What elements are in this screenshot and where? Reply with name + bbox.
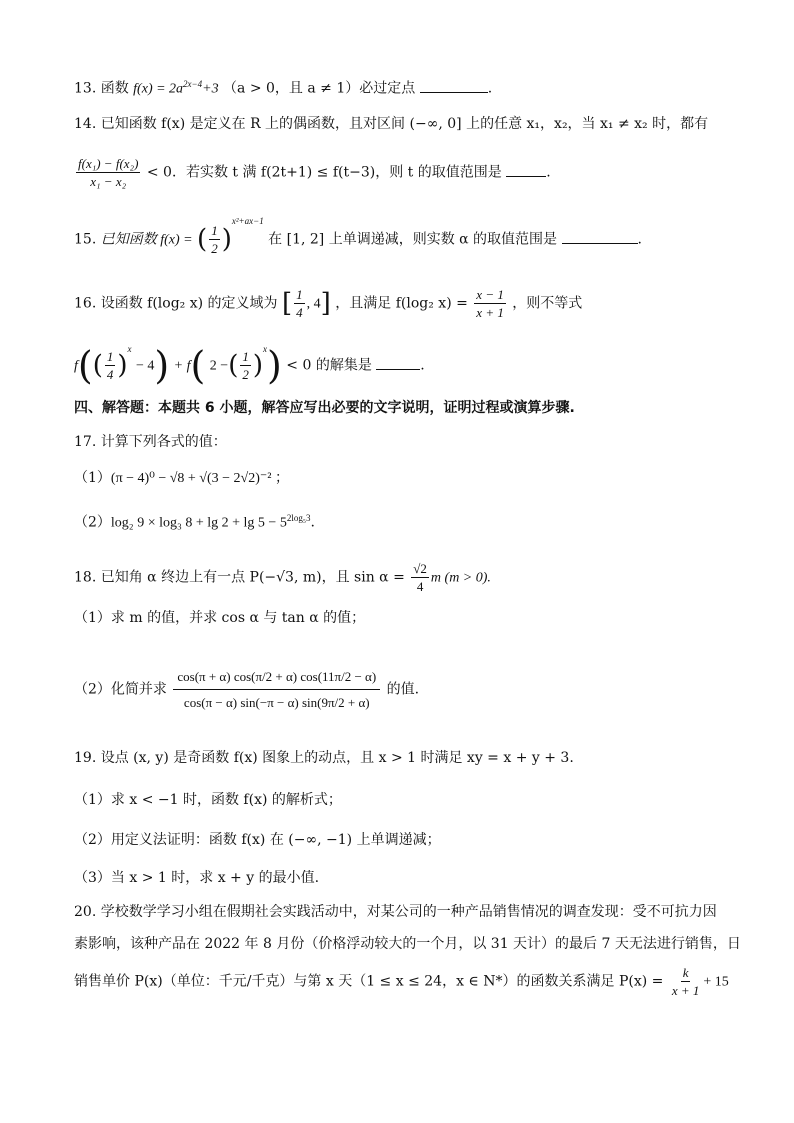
q15-base bbox=[209, 222, 220, 257]
paren-open: ( bbox=[228, 350, 239, 381]
q14-line2: < 0．若实数 t 满 f(2t+1) ≤ f(t−3)，则 t 的取值范围是 bbox=[146, 164, 502, 181]
q15-text-b: 在 [1, 2] 上单调递减，则实数 α 的取值范围是 bbox=[268, 231, 558, 248]
q16-q-den: 4 bbox=[106, 367, 114, 382]
q16-ineq-end: < 0 的解集是 bbox=[286, 357, 372, 374]
paren-close: ) bbox=[267, 343, 282, 388]
q14-frac-den: x₁ − x₂ bbox=[90, 174, 127, 189]
q17-p1-expr: (π − 4)⁰ − √8 + √(3 − 2√2)⁻² ； bbox=[110, 471, 289, 486]
q16-text-a: 设函数 f(log₂ x) 的定义域为 bbox=[100, 295, 278, 312]
q15-number: 15. bbox=[74, 231, 97, 248]
q17-p2-exp: 2log₅3 bbox=[286, 513, 311, 523]
q16-h-den: 2 bbox=[242, 367, 249, 382]
q16-fraction bbox=[474, 286, 506, 321]
q16-dom-end: , 4 bbox=[306, 296, 321, 312]
question-14 bbox=[74, 114, 708, 134]
q18-number: 18. bbox=[74, 569, 97, 586]
q18-p1: 求 m 的值，并求 cos α 与 tan α 的值； bbox=[110, 610, 366, 626]
q18-p2-num: cos(π + α) cos(π/2 + α) cos(11π/2 − α) bbox=[173, 664, 380, 690]
question-14-cont bbox=[74, 155, 551, 190]
q14-number: 14. bbox=[74, 116, 97, 132]
paren-close: ) bbox=[252, 350, 264, 381]
q18-p2-den: cos(π − α) sin(−π − α) sin(9π/2 + α) bbox=[183, 695, 370, 710]
q16-two-minus: 2 − bbox=[209, 358, 229, 374]
q16-text-b: ，且满足 f(log₂ x) = bbox=[335, 295, 468, 312]
section-title: 四、解答题：本题共 6 小题，解答应写出必要的文字说明，证明过程或演算步骤. bbox=[74, 400, 575, 416]
q16-f1: f bbox=[74, 358, 78, 374]
paren-open: ( bbox=[77, 343, 93, 388]
q17-part2 bbox=[74, 508, 315, 534]
q15-end: . bbox=[637, 231, 642, 248]
q17-text: 计算下列各式的值： bbox=[100, 434, 227, 450]
part-label: （3） bbox=[74, 870, 111, 886]
q18-text-a: 已知角 α 终边上有一点 P(−√3, m)，且 sin α = bbox=[100, 569, 405, 586]
q17-part1 bbox=[74, 468, 289, 489]
q16-number: 16. bbox=[74, 295, 97, 312]
part-label: （2） bbox=[74, 681, 111, 698]
q17-p2-expr: log₂ 9 × log₃ 8 + lg 2 + lg 5 − 5 bbox=[110, 515, 287, 531]
q18-p2-a: 化简并求 bbox=[110, 681, 167, 698]
q19-text: 设点 (x, y) 是奇函数 f(x) 图象上的动点，且 x > 1 时满足 xy = x + y + 3. bbox=[100, 750, 574, 766]
answer-blank bbox=[562, 229, 638, 244]
question-13 bbox=[74, 74, 492, 100]
q18-frac-den: 4 bbox=[416, 579, 424, 594]
q20-line3 bbox=[74, 964, 729, 999]
part-label: （1） bbox=[74, 792, 111, 808]
answer-blank bbox=[376, 355, 420, 370]
q16-quarter bbox=[105, 348, 116, 383]
q18-text-b: m (m > 0). bbox=[430, 570, 491, 586]
q15-base-num: 1 bbox=[211, 223, 218, 238]
q15-text-a: 已知函数 f(x) = bbox=[100, 232, 193, 248]
question-19 bbox=[74, 748, 574, 768]
q18-frac-num: √2 bbox=[413, 561, 427, 576]
q13-exponent: 2x−4 bbox=[183, 79, 203, 89]
q16-h-num: 1 bbox=[242, 349, 249, 364]
q16-q-num: 1 bbox=[106, 349, 114, 364]
q17-number: 17. bbox=[74, 434, 97, 450]
question-20 bbox=[74, 902, 717, 922]
q18-part1 bbox=[74, 608, 365, 628]
question-16 bbox=[74, 286, 582, 321]
q16-frac-num: x − 1 bbox=[476, 287, 504, 302]
q13-formula-b: +3 bbox=[202, 81, 219, 97]
q18-part2 bbox=[74, 664, 419, 715]
q16-minus4: − 4 bbox=[135, 358, 155, 374]
q19-p3: 当 x > 1 时，求 x + y 的最小值. bbox=[110, 870, 320, 886]
q20-line1: 学校数学学习小组在假期社会实践活动中，对某公司的一种产品销售情况的调查发现：受不可抗力因 bbox=[100, 904, 717, 920]
q14-end: . bbox=[546, 164, 551, 181]
q20-number: 20. bbox=[74, 904, 97, 920]
q14-frac-num: f(x₁) − f(x₂) bbox=[78, 156, 139, 171]
q20-line2: 素影响，该种产品在 2022 年 8 月份（价格浮动较大的一个月，以 31 天计）的最后 7 天无法进行销售，日 bbox=[74, 936, 741, 952]
paren-open: ( bbox=[190, 343, 206, 388]
q20-fraction bbox=[670, 964, 702, 999]
q17-p2-end: . bbox=[310, 514, 315, 531]
x-exp: x bbox=[127, 343, 132, 354]
paren-close: ) bbox=[154, 343, 170, 388]
q16-end: . bbox=[420, 357, 425, 374]
x-exp: x bbox=[263, 343, 268, 354]
question-18 bbox=[74, 560, 491, 595]
q19-part2 bbox=[74, 830, 441, 850]
q16-half bbox=[240, 348, 251, 383]
q16-dom-den: 4 bbox=[296, 305, 303, 320]
bracket-open: [ bbox=[282, 288, 293, 319]
question-16-cont bbox=[74, 343, 425, 388]
q18-big-fraction bbox=[173, 664, 380, 715]
paren-close: ) bbox=[221, 224, 232, 255]
paren-open: ( bbox=[197, 224, 208, 255]
q16-frac-den: x + 1 bbox=[476, 305, 504, 320]
q19-p2: 用定义法证明：函数 f(x) 在 (−∞, −1) 上单调递减； bbox=[110, 832, 441, 848]
q16-dom-num: 1 bbox=[296, 287, 303, 302]
q20-frac-num: k bbox=[682, 965, 689, 980]
q19-part1 bbox=[74, 790, 342, 810]
q19-p1: 求 x < −1 时，函数 f(x) 的解析式； bbox=[110, 792, 342, 808]
q13-condition: （a > 0，且 a ≠ 1）必过定点 bbox=[223, 80, 416, 97]
question-15 bbox=[74, 215, 642, 257]
q13-formula: f(x) = 2a bbox=[133, 81, 184, 97]
q18-p2-b: 的值. bbox=[386, 681, 420, 698]
q15-base-den: 2 bbox=[211, 241, 218, 256]
q19-part3 bbox=[74, 868, 319, 888]
q20-line3-a: 销售单价 P(x)（单位：千元/千克）与第 x 天（1 ≤ x ≤ 24，x ∈ N*）的函数关系满足 P(x) = bbox=[74, 973, 664, 990]
part-label: （1） bbox=[74, 610, 111, 626]
part-label: （1） bbox=[74, 470, 111, 486]
bracket-close: ] bbox=[320, 288, 331, 319]
answer-blank bbox=[420, 78, 488, 93]
answer-blank bbox=[506, 162, 546, 177]
q16-domain-frac bbox=[294, 286, 305, 321]
q16-text-c: ，则不等式 bbox=[512, 295, 583, 312]
paren-open: ( bbox=[92, 350, 103, 381]
q14-fraction bbox=[76, 155, 140, 190]
q18-fraction bbox=[411, 560, 429, 595]
question-17 bbox=[74, 432, 227, 452]
q13-text: 函数 bbox=[100, 80, 129, 97]
q13-number: 13. bbox=[74, 80, 97, 97]
q20-line3-b: + 15 bbox=[703, 974, 729, 990]
q15-exponent: x²+ax−1 bbox=[231, 215, 264, 226]
q14-line1: 已知函数 f(x) 是定义在 R 上的偶函数，且对区间 (−∞, 0] 上的任意 x₁，x₂，当 x₁ ≠ x₂ 时，都有 bbox=[100, 116, 709, 132]
q13-end: . bbox=[487, 80, 493, 97]
part-label: （2） bbox=[74, 832, 111, 848]
paren-close: ) bbox=[117, 350, 128, 381]
q20-frac-den: x + 1 bbox=[671, 983, 700, 998]
q16-f2: + f bbox=[173, 358, 191, 374]
part-label: （2） bbox=[74, 514, 111, 531]
q19-number: 19. bbox=[74, 750, 97, 766]
